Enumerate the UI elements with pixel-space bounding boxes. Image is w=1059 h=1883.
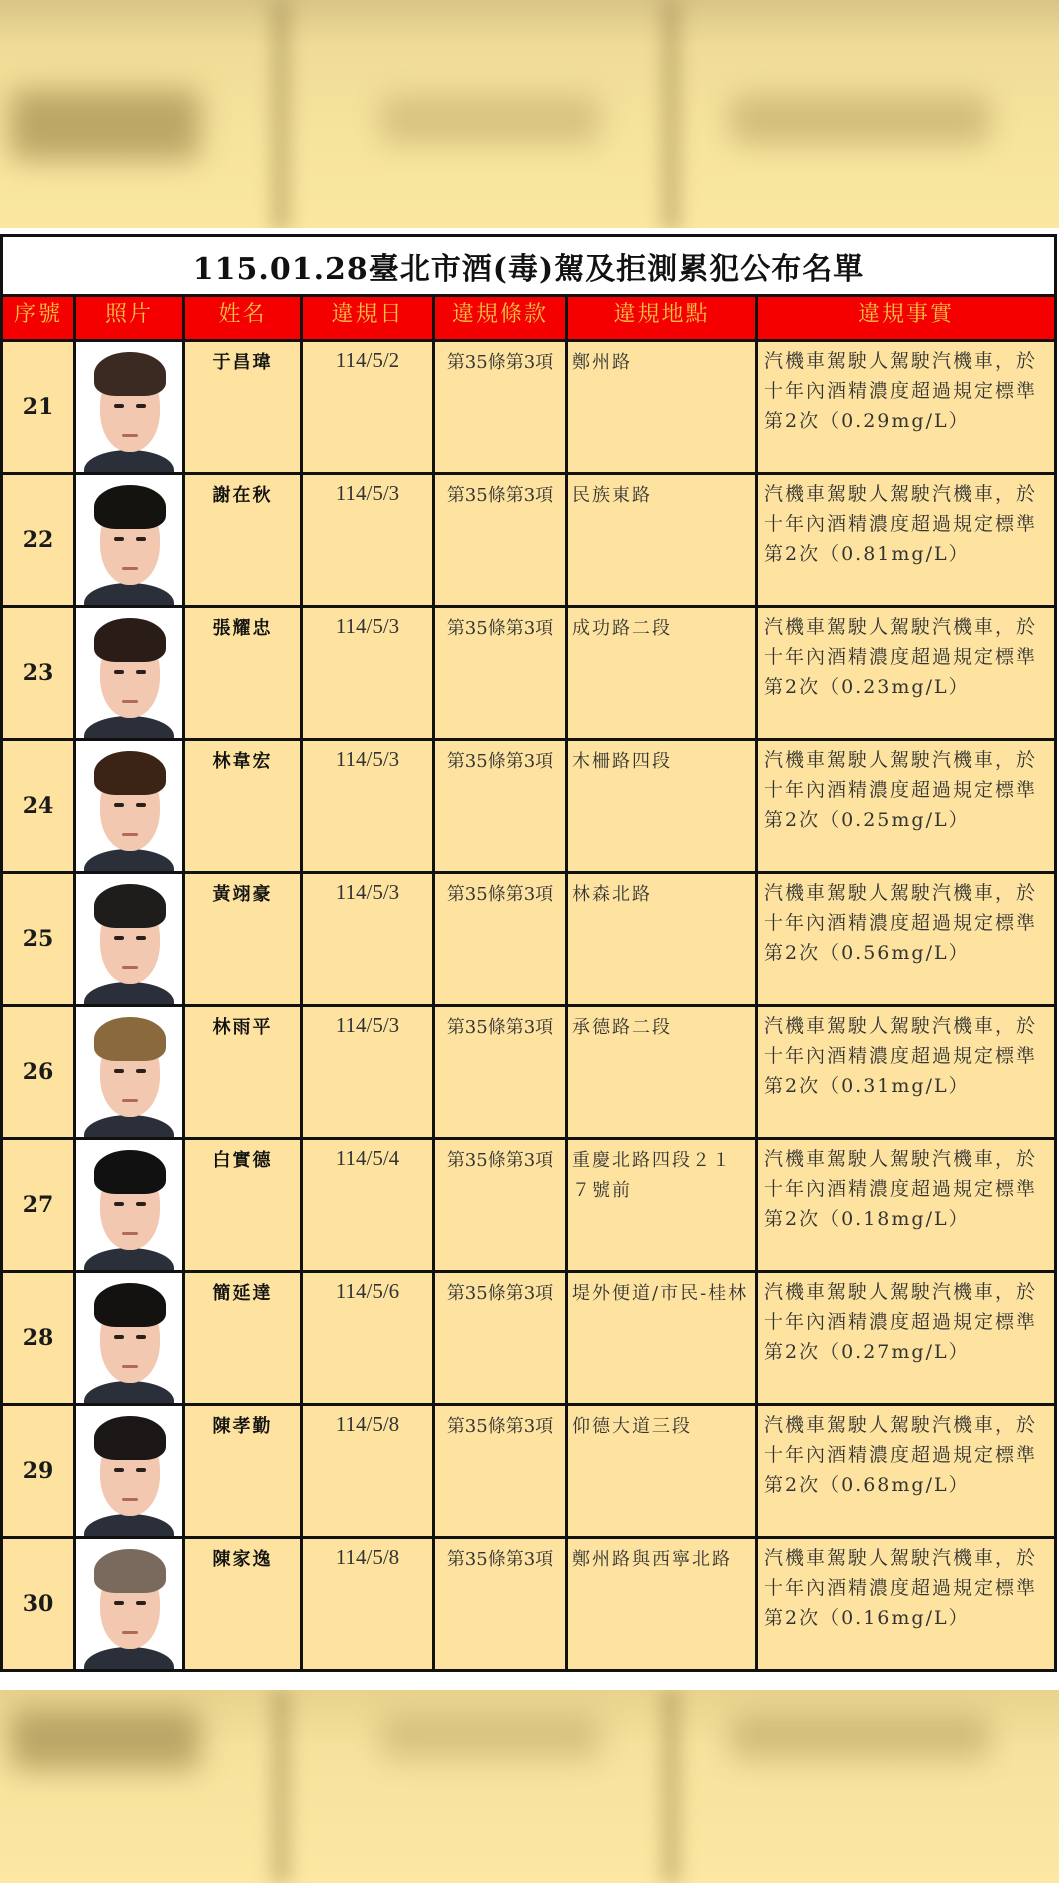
violation-law: 第35條第3項 bbox=[434, 740, 567, 873]
photo-cell bbox=[75, 474, 184, 607]
table-row bbox=[2, 474, 1056, 607]
offender-name: 簡延達 bbox=[184, 1272, 302, 1405]
portrait-photo-icon bbox=[76, 1140, 182, 1270]
portrait-photo-icon bbox=[76, 1273, 182, 1403]
blurred-text bbox=[730, 95, 990, 145]
photo-cell bbox=[75, 1139, 184, 1272]
table-row bbox=[2, 740, 1056, 873]
row-number: 22 bbox=[2, 474, 75, 607]
portrait-photo-icon bbox=[76, 1406, 182, 1536]
table-row bbox=[2, 1139, 1056, 1272]
offender-name: 林韋宏 bbox=[184, 740, 302, 873]
column-header-place: 違規地點 bbox=[567, 296, 757, 341]
portrait-photo-icon bbox=[76, 741, 182, 871]
photo-cell bbox=[75, 1538, 184, 1671]
violation-place: 木柵路四段 bbox=[567, 740, 757, 873]
violation-date: 114/5/3 bbox=[302, 740, 434, 873]
blurred-text bbox=[380, 95, 600, 145]
photo-cell bbox=[75, 1272, 184, 1405]
column-header-number: 序號 bbox=[2, 296, 75, 341]
row-number: 25 bbox=[2, 873, 75, 1006]
offender-name: 陳孝勤 bbox=[184, 1405, 302, 1538]
violation-law: 第35條第3項 bbox=[434, 607, 567, 740]
portrait-photo-icon bbox=[76, 1539, 182, 1669]
photo-cell bbox=[75, 740, 184, 873]
row-number: 21 bbox=[2, 341, 75, 474]
violation-law: 第35條第3項 bbox=[434, 1405, 567, 1538]
row-number: 27 bbox=[2, 1139, 75, 1272]
row-number: 24 bbox=[2, 740, 75, 873]
violation-date: 114/5/8 bbox=[302, 1538, 434, 1671]
violation-fact: 汽機車駕駛人駕駛汽機車，於十年內酒精濃度超過規定標準第2次（0.56mg/L） bbox=[757, 873, 1056, 1006]
blurred-background-top bbox=[0, 0, 1059, 230]
column-header-law: 違規條款 bbox=[434, 296, 567, 341]
blurred-divider bbox=[270, 0, 292, 230]
portrait-photo-icon bbox=[76, 1007, 182, 1137]
photo-cell bbox=[75, 1006, 184, 1139]
violation-date: 114/5/3 bbox=[302, 873, 434, 1006]
violation-fact: 汽機車駕駛人駕駛汽機車，於十年內酒精濃度超過規定標準第2次（0.68mg/L） bbox=[757, 1405, 1056, 1538]
blurred-text bbox=[380, 1715, 600, 1760]
violation-law: 第35條第3項 bbox=[434, 474, 567, 607]
row-number: 30 bbox=[2, 1538, 75, 1671]
violation-place: 鄭州路 bbox=[567, 341, 757, 474]
violation-law: 第35條第3項 bbox=[434, 1006, 567, 1139]
violation-place: 民族東路 bbox=[567, 474, 757, 607]
row-number: 26 bbox=[2, 1006, 75, 1139]
portrait-photo-icon bbox=[76, 342, 182, 472]
table-row bbox=[2, 873, 1056, 1006]
violation-fact: 汽機車駕駛人駕駛汽機車，於十年內酒精濃度超過規定標準第2次（0.27mg/L） bbox=[757, 1272, 1056, 1405]
table-header-row bbox=[2, 296, 1056, 341]
violation-date: 114/5/3 bbox=[302, 1006, 434, 1139]
violation-fact: 汽機車駕駛人駕駛汽機車，於十年內酒精濃度超過規定標準第2次（0.18mg/L） bbox=[757, 1139, 1056, 1272]
table-row bbox=[2, 607, 1056, 740]
portrait-photo-icon bbox=[76, 608, 182, 738]
table-row bbox=[2, 1006, 1056, 1139]
offender-name: 張耀忠 bbox=[184, 607, 302, 740]
offender-name: 林雨平 bbox=[184, 1006, 302, 1139]
photo-cell bbox=[75, 873, 184, 1006]
violation-law: 第35條第3項 bbox=[434, 1139, 567, 1272]
violation-place: 鄭州路與西寧北路 bbox=[567, 1538, 757, 1671]
offender-name: 黃翊豪 bbox=[184, 873, 302, 1006]
blurred-background-bottom bbox=[0, 1690, 1059, 1883]
blurred-text bbox=[730, 1715, 990, 1760]
violation-date: 114/5/4 bbox=[302, 1139, 434, 1272]
violation-place: 重慶北路四段２１７號前 bbox=[567, 1139, 757, 1272]
column-header-name: 姓名 bbox=[184, 296, 302, 341]
violation-place: 仰德大道三段 bbox=[567, 1405, 757, 1538]
violation-date: 114/5/3 bbox=[302, 474, 434, 607]
document-title: 115.01.28臺北市酒(毒)駕及拒測累犯公布名單 bbox=[2, 236, 1056, 296]
violation-law: 第35條第3項 bbox=[434, 873, 567, 1006]
blurred-divider bbox=[660, 1690, 682, 1883]
violation-law: 第35條第3項 bbox=[434, 341, 567, 474]
violation-place: 堤外便道/市民-桂林 bbox=[567, 1272, 757, 1405]
blurred-text bbox=[10, 90, 200, 160]
violation-law: 第35條第3項 bbox=[434, 1272, 567, 1405]
violation-law: 第35條第3項 bbox=[434, 1538, 567, 1671]
photo-cell bbox=[75, 1405, 184, 1538]
offender-name: 于昌瑋 bbox=[184, 341, 302, 474]
column-header-photo: 照片 bbox=[75, 296, 184, 341]
column-header-fact: 違規事實 bbox=[757, 296, 1056, 341]
portrait-photo-icon bbox=[76, 874, 182, 1004]
offender-name: 陳家逸 bbox=[184, 1538, 302, 1671]
row-number: 23 bbox=[2, 607, 75, 740]
violation-fact: 汽機車駕駛人駕駛汽機車，於十年內酒精濃度超過規定標準第2次（0.25mg/L） bbox=[757, 740, 1056, 873]
offender-table bbox=[0, 234, 1057, 1672]
table-row bbox=[2, 341, 1056, 474]
violation-fact: 汽機車駕駛人駕駛汽機車，於十年內酒精濃度超過規定標準第2次（0.31mg/L） bbox=[757, 1006, 1056, 1139]
blurred-text bbox=[10, 1710, 200, 1770]
violation-fact: 汽機車駕駛人駕駛汽機車，於十年內酒精濃度超過規定標準第2次（0.23mg/L） bbox=[757, 607, 1056, 740]
violation-date: 114/5/2 bbox=[302, 341, 434, 474]
violation-date: 114/5/6 bbox=[302, 1272, 434, 1405]
table-row bbox=[2, 1272, 1056, 1405]
violation-fact: 汽機車駕駛人駕駛汽機車，於十年內酒精濃度超過規定標準第2次（0.16mg/L） bbox=[757, 1538, 1056, 1671]
table-row bbox=[2, 1405, 1056, 1538]
violation-place: 林森北路 bbox=[567, 873, 757, 1006]
table-row bbox=[2, 1538, 1056, 1671]
blurred-divider bbox=[270, 1690, 292, 1883]
violation-place: 成功路二段 bbox=[567, 607, 757, 740]
blurred-divider bbox=[660, 0, 682, 230]
violation-fact: 汽機車駕駛人駕駛汽機車，於十年內酒精濃度超過規定標準第2次（0.29mg/L） bbox=[757, 341, 1056, 474]
photo-cell bbox=[75, 607, 184, 740]
violation-place: 承德路二段 bbox=[567, 1006, 757, 1139]
row-number: 29 bbox=[2, 1405, 75, 1538]
roster-sheet bbox=[0, 228, 1059, 1690]
violation-date: 114/5/8 bbox=[302, 1405, 434, 1538]
row-number: 28 bbox=[2, 1272, 75, 1405]
photo-cell bbox=[75, 341, 184, 474]
violation-date: 114/5/3 bbox=[302, 607, 434, 740]
column-header-date: 違規日 bbox=[302, 296, 434, 341]
portrait-photo-icon bbox=[76, 475, 182, 605]
offender-name: 謝在秋 bbox=[184, 474, 302, 607]
violation-fact: 汽機車駕駛人駕駛汽機車，於十年內酒精濃度超過規定標準第2次（0.81mg/L） bbox=[757, 474, 1056, 607]
offender-name: 白實德 bbox=[184, 1139, 302, 1272]
